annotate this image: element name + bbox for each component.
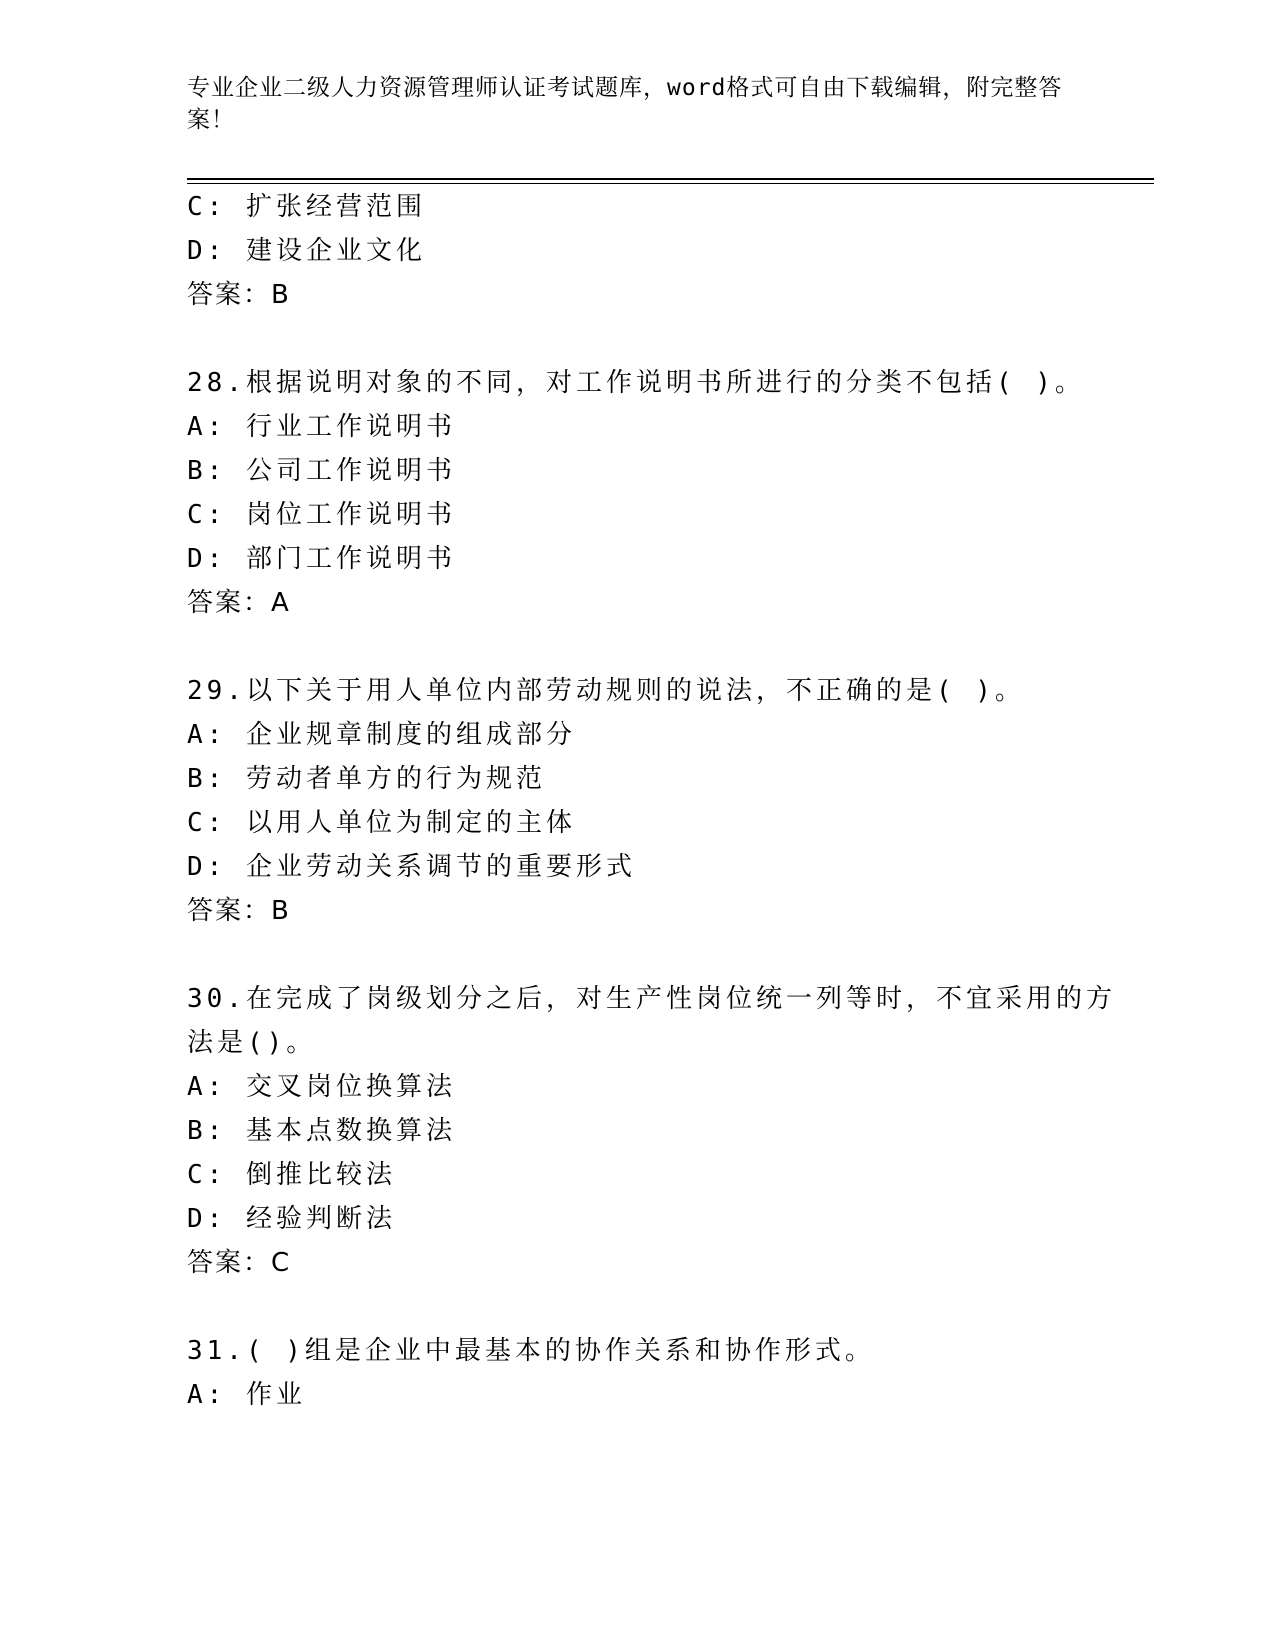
answer: 答案：B: [187, 896, 291, 926]
option-a: A: 行业工作说明书: [187, 412, 456, 442]
header-divider-thick: [187, 178, 1154, 180]
option-b: B: 劳动者单方的行为规范: [187, 764, 546, 794]
question-stem: 28.根据说明对象的不同，对工作说明书所进行的分类不包括( )。: [187, 368, 1085, 398]
question-stem-line-2: 法是()。: [187, 1028, 317, 1058]
option-a: A: 交叉岗位换算法: [187, 1072, 456, 1102]
option-b: B: 公司工作说明书: [187, 456, 456, 486]
header-divider-thin: [187, 183, 1154, 184]
option-c: C: 倒推比较法: [187, 1160, 396, 1190]
question-stem-line-1: 30.在完成了岗级划分之后，对生产性岗位统一列等时，不宜采用的方: [187, 984, 1116, 1014]
question-stem: 29.以下关于用人单位内部劳动规则的说法，不正确的是( )。: [187, 676, 1025, 706]
option-c: C: 以用人单位为制定的主体: [187, 808, 576, 838]
option-b: B: 基本点数换算法: [187, 1116, 456, 1146]
option-a: A: 作业: [187, 1380, 306, 1410]
answer: 答案：A: [187, 588, 291, 618]
option-c: C: 岗位工作说明书: [187, 500, 456, 530]
answer: 答案：B: [187, 280, 291, 310]
answer: 答案：C: [187, 1248, 292, 1278]
option-d: D: 经验判断法: [187, 1204, 396, 1234]
option-d: D: 部门工作说明书: [187, 544, 456, 574]
question-stem: 31.( )组是企业中最基本的协作关系和协作形式。: [187, 1336, 875, 1366]
option-a: A: 企业规章制度的组成部分: [187, 720, 576, 750]
option-d: D: 企业劳动关系调节的重要形式: [187, 852, 636, 882]
option-d: D: 建设企业文化: [187, 236, 426, 266]
option-c: C: 扩张经营范围: [187, 192, 426, 222]
document-header: 专业企业二级人力资源管理师认证考试题库，word格式可自由下载编辑，附完整答案！: [187, 75, 1063, 133]
